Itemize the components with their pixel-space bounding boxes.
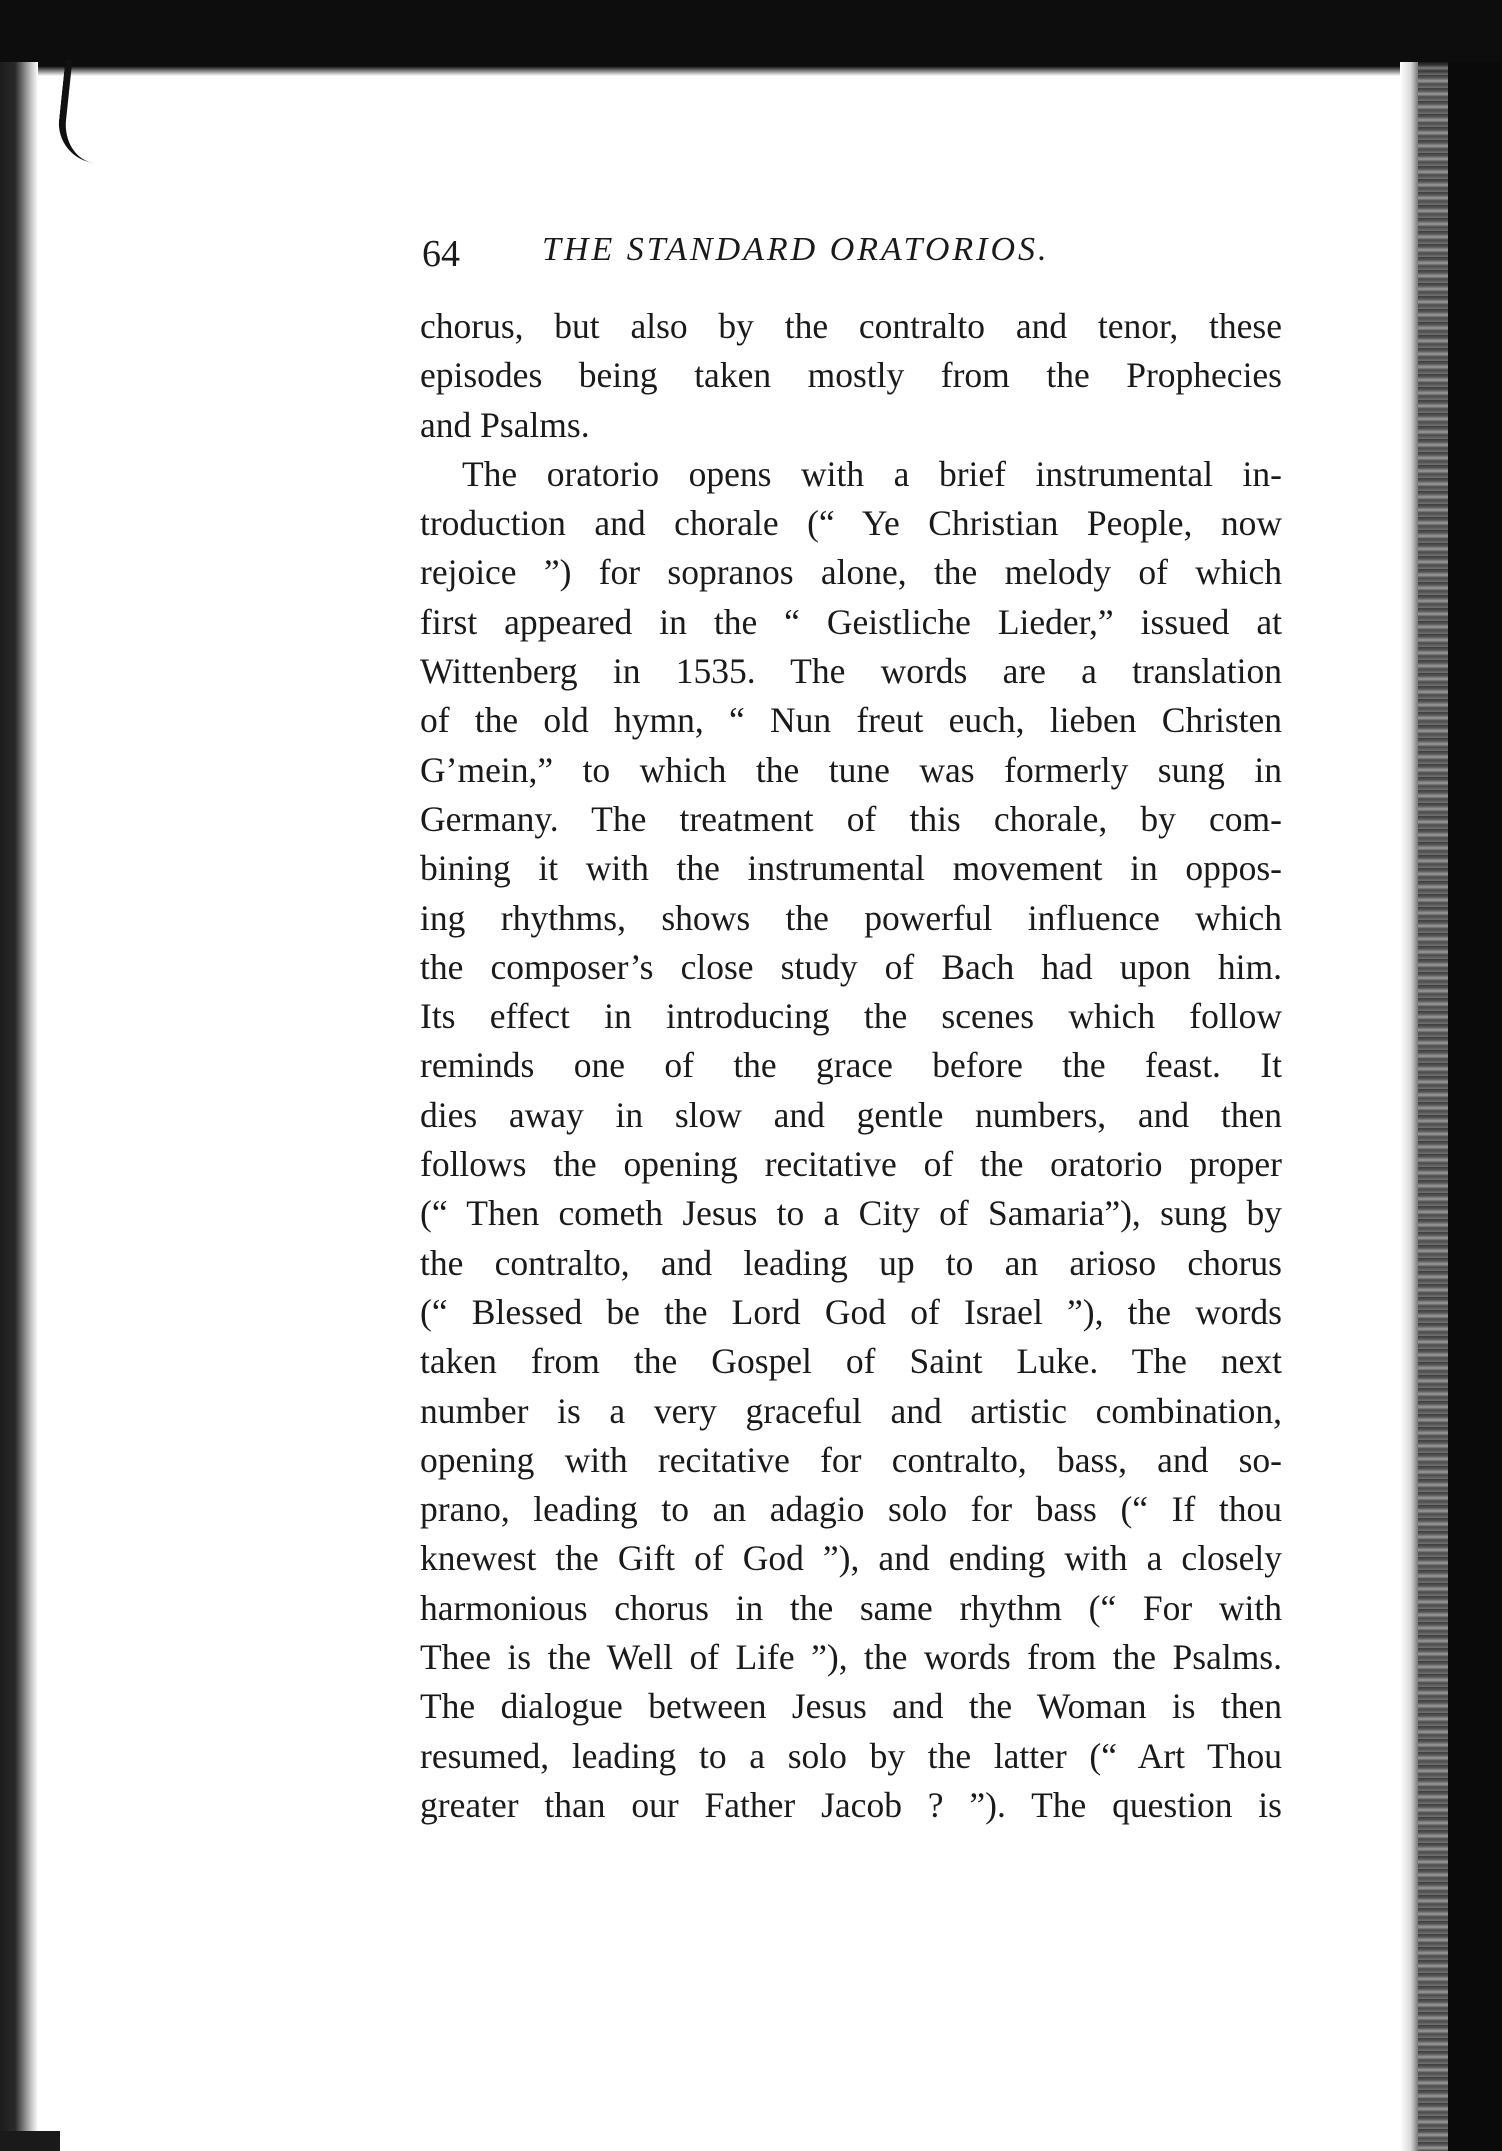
text-line: number is a very graceful and artistic combination,	[420, 1390, 1282, 1431]
text-line: chorus, but also by the contralto and tenor, these	[420, 306, 1282, 346]
scan-border-left-hook	[55, 60, 118, 165]
text-line: rejoice ”) for sopranos alone, the melody of which	[420, 552, 1282, 593]
text-line: resumed, leading to a solo by the latter (“ Art Thou	[420, 1735, 1282, 1776]
book-page	[420, 222, 1282, 1830]
text-line: taken from the Gospel of Saint Luke. The next	[420, 1341, 1282, 1382]
text-line: of the old hymn, “ Nun freut euch, lieben Christen	[420, 700, 1282, 741]
text-line: reminds one of the grace before the feast. It	[420, 1045, 1282, 1086]
text-line: dies away in slow and gentle numbers, and then	[420, 1094, 1282, 1135]
text-line: episodes being taken mostly from the Prophecies	[420, 355, 1282, 396]
text-line: first appeared in the “ Geistliche Lieder,” issued at	[420, 601, 1282, 642]
text-line: ing rhythms, shows the powerful influence which	[420, 897, 1282, 938]
text-line: (“ Then cometh Jesus to a City of Samaria”), sung by	[420, 1193, 1282, 1234]
text-line: troduction and chorale (“ Ye Christian People, now	[420, 503, 1282, 544]
text-line: the contralto, and leading up to an arioso chorus	[420, 1242, 1282, 1283]
text-line: greater than our Father Jacob ? ”). The question is	[420, 1784, 1282, 1825]
scan-border-top-shadow	[0, 62, 1502, 76]
text-line: The dialogue between Jesus and the Woman is then	[420, 1686, 1282, 1727]
running-head	[420, 222, 1282, 278]
scan-border-right	[1448, 62, 1502, 2151]
text-line: Thee is the Well of Life ”), the words from the Psalms.	[420, 1637, 1282, 1678]
scan-border-left	[0, 62, 38, 2151]
scan-border-bottom-left	[0, 2131, 60, 2151]
scan-border-right-edge	[1418, 62, 1448, 2151]
text-line: Its effect in introducing the scenes which follow	[420, 996, 1282, 1037]
page-number: 64	[422, 233, 460, 275]
body-text	[420, 302, 1282, 1830]
text-line: knewest the Gift of God ”), and ending with a closely	[420, 1538, 1282, 1579]
running-title: THE STANDARD ORATORIOS.	[542, 231, 1050, 268]
text-line: and Psalms.	[420, 404, 590, 445]
text-line: opening with recitative for contralto, bass, and so-	[420, 1439, 1282, 1480]
text-line: The oratorio opens with a brief instrumental in-	[462, 453, 1282, 494]
text-line: prano, leading to an adagio solo for bass (“ If thou	[420, 1489, 1282, 1530]
text-line: harmonious chorus in the same rhythm (“ For with	[420, 1587, 1282, 1628]
scan-border-right-fade	[1400, 62, 1418, 2151]
text-line: follows the opening recitative of the oratorio proper	[420, 1144, 1282, 1185]
text-line: Germany. The treatment of this chorale, by com-	[420, 798, 1282, 839]
text-line: the composer’s close study of Bach had upon him.	[420, 946, 1282, 987]
scan-border-top	[0, 0, 1502, 62]
text-line: bining it with the instrumental movement in oppos-	[420, 848, 1282, 889]
text-line: Wittenberg in 1535. The words are a translation	[420, 651, 1282, 692]
text-line: (“ Blessed be the Lord God of Israel ”), the words	[420, 1291, 1282, 1332]
text-line: G’mein,” to which the tune was formerly sung in	[420, 749, 1282, 790]
